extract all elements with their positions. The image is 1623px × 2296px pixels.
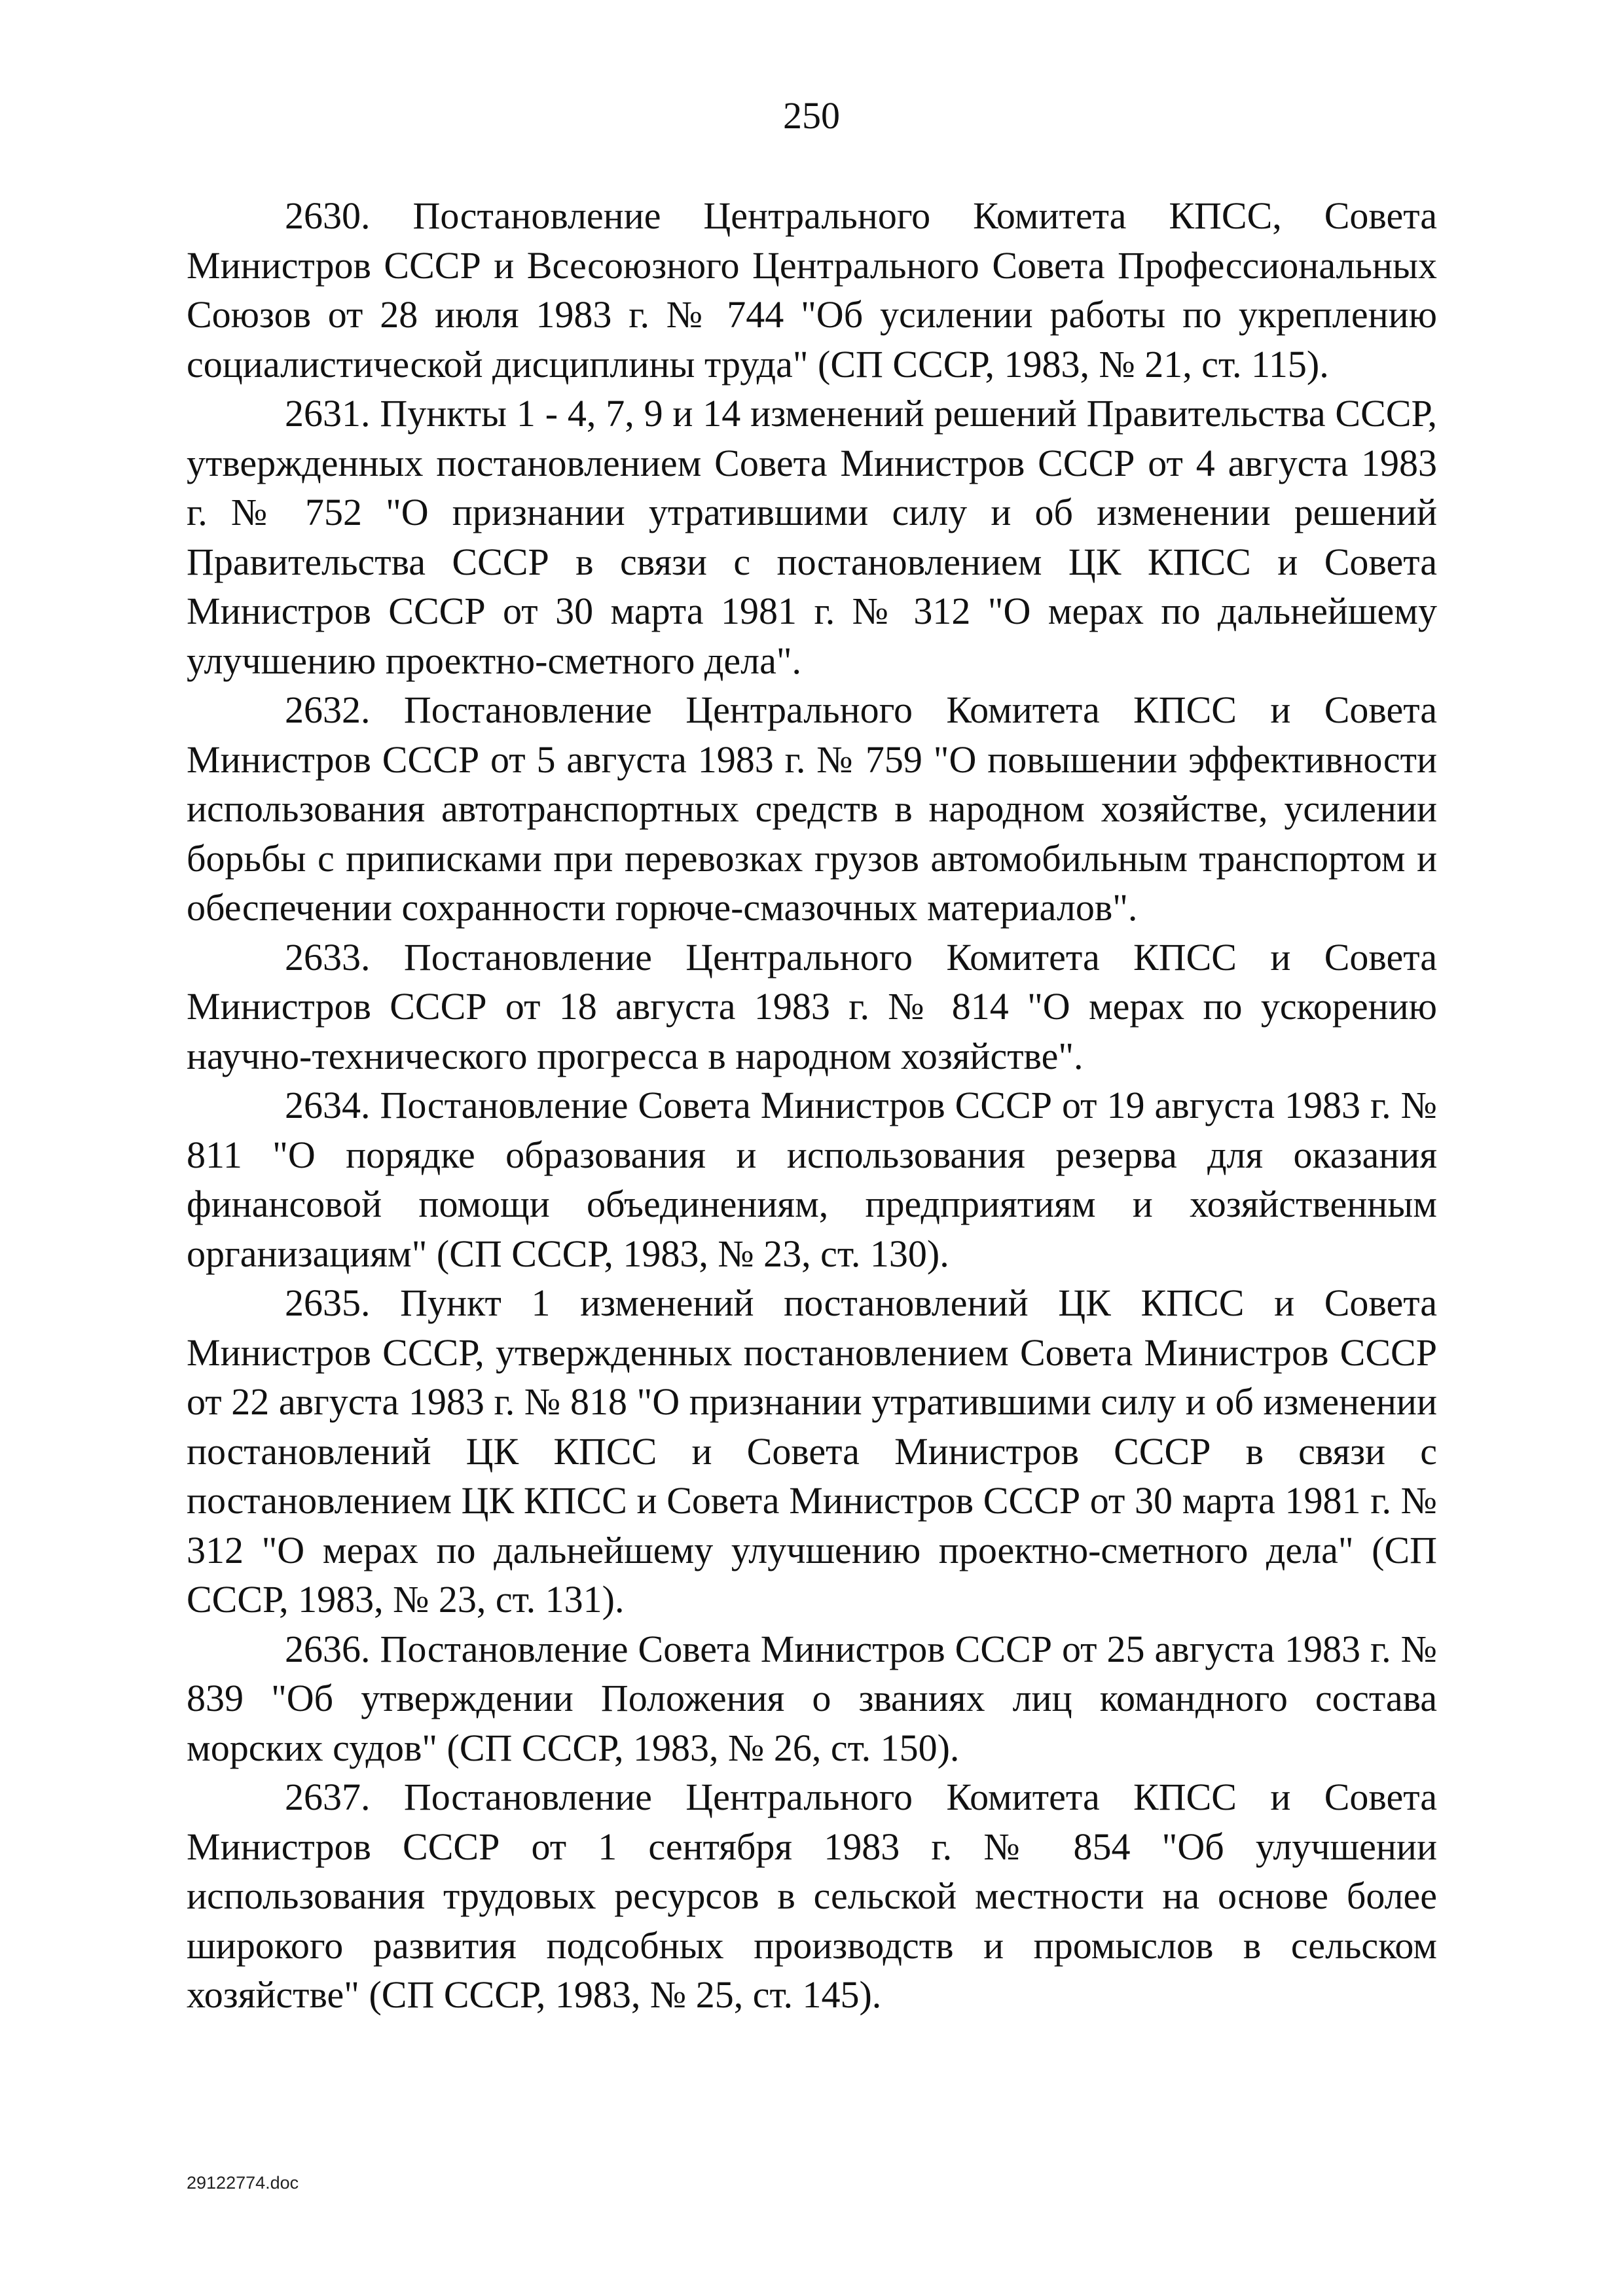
entry-2631 — [187, 389, 1437, 685]
entry-2636 — [187, 1624, 1437, 1773]
entry-number: 2635. — [285, 1282, 371, 1324]
entry-2632 — [187, 685, 1437, 933]
entry-2633 — [187, 933, 1437, 1081]
entry-2635 — [187, 1278, 1437, 1624]
entry-number: 2632. — [285, 689, 371, 731]
page-number: 250 — [783, 94, 840, 137]
entry-text: Постановление Центрального Комитета КПСС и Совета Министров СССР от 5 августа 1983 г. № 759 "О повышении эффективности использования автотранспортных средств в народном хозяйстве, усилении борьбы с приписками при перевозках грузов автомобильным транспортом и обеспечении сохранности горюче-смазочных материалов". — [187, 689, 1437, 929]
entry-text: Постановление Центрального Комитета КПСС, Совета Министров СССР и Всесоюзного Центрального Совета Профессиональных Союзов от 28 июля 1983 г. № 744 "Об усилении работы по укреплению социалистической дисциплины труда" (СП СССР, 1983, № 21, ст. 115). — [187, 194, 1437, 386]
entry-number: 2630. — [285, 194, 371, 237]
entry-text: Постановление Центрального Комитета КПСС и Совета Министров СССР от 18 августа 1983 г. № 814 "О мерах по ускорению научно-технического прогресса в народном хозяйстве". — [187, 935, 1437, 1077]
footer-filename: 29122774.doc — [187, 2173, 299, 2193]
entry-text: Постановление Центрального Комитета КПСС и Совета Министров СССР от 1 сентября 1983 г. № 854 "Об улучшении использования трудовых ресурсов в сельской местности на основе более широкого развития подсобных производств и промыслов в сельском хозяйстве" (СП СССР, 1983, № 25, ст. 145). — [187, 1776, 1437, 2016]
entry-text: Пункт 1 изменений постановлений ЦК КПСС и Совета Министров СССР, утвержденных постановлением Совета Министров СССР от 22 августа 1983 г. № 818 "О признании утратившими силу и об изменении постановлений ЦК КПСС и Совета Министров СССР в связи с постановлением ЦК КПСС и Совета Министров СССР от 30 марта 1981 г. № 312 "О мерах по дальнейшему улучшению проектно-сметного дела" (СП СССР, 1983, № 23, ст. 131). — [187, 1282, 1438, 1621]
entry-number: 2637. — [285, 1776, 371, 1818]
entry-text: Постановление Совета Министров СССР от 25 августа 1983 г. № 839 "Об утверждении Положения о званиях лиц командного состава морских судов" (СП СССР, 1983, № 26, ст. 150). — [187, 1627, 1438, 1769]
entry-2637 — [187, 1772, 1437, 2020]
document-body — [187, 191, 1437, 2020]
entry-2630 — [187, 191, 1437, 389]
entry-2634 — [187, 1081, 1437, 1278]
entry-text: Постановление Совета Министров СССР от 19 августа 1983 г. № 811 "О порядке образования и использования резерва для оказания финансовой помощи объединениям, предприятиям и хозяйственным организациям" (СП СССР, 1983, № 23, ст. 130). — [187, 1084, 1438, 1275]
entry-number: 2631. — [285, 392, 371, 435]
entry-text: Пункты 1 - 4, 7, 9 и 14 изменений решений Правительства СССР, утвержденных постановлением Совета Министров СССР от 4 августа 1983 г. № 752 "О признании утратившими силу и об изменении решений Правительства СССР в связи с постановлением ЦК КПСС и Совета Министров СССР от 30 марта 1981 г. № 312 "О мерах по дальнейшему улучшению проектно-сметного дела". — [187, 392, 1438, 682]
entry-number: 2634. — [285, 1084, 371, 1126]
entry-number: 2633. — [285, 935, 371, 978]
entry-number: 2636. — [285, 1627, 371, 1670]
